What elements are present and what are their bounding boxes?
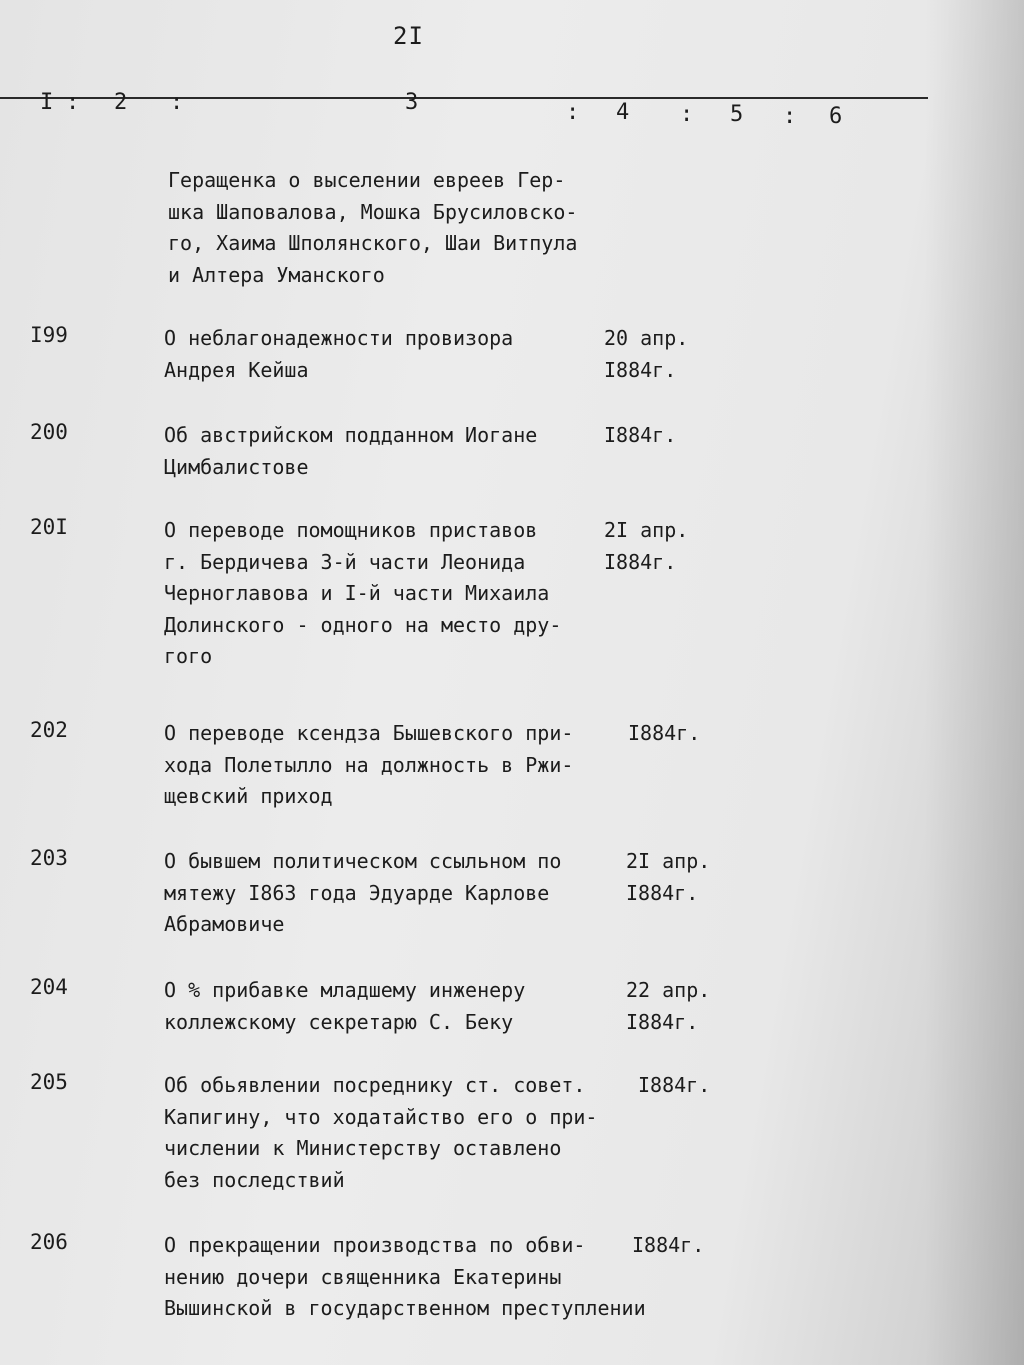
entry-title: О неблагонадежности провизора Андрея Кейша — [164, 326, 514, 382]
column-separator: : — [66, 90, 81, 115]
entry-title: Об обьявлении посреднику ст. совет. Капигину, что ходатайство его о при- числении к Министерству оставлено без последствий — [164, 1073, 598, 1192]
column-header-4: 4 — [616, 100, 631, 125]
entry-number: 203 — [30, 846, 68, 870]
column-header-1: I — [40, 90, 55, 115]
entry-date: 20 апр. I884г. — [604, 326, 689, 382]
column-header-6: 6 — [829, 104, 844, 129]
entry-number: 200 — [30, 420, 68, 444]
column-header-2: 2 — [114, 90, 129, 115]
entry-date: 2I апр. I884г. — [626, 849, 711, 905]
column-header-5: 5 — [730, 102, 745, 127]
entry-number: 205 — [30, 1070, 68, 1094]
entry-date: I884г. — [638, 1073, 711, 1097]
entry-date: I884г. — [604, 423, 677, 447]
column-header-row — [0, 90, 1024, 130]
entry-title: О прекращении производства по обви- нению дочери священника Екатерины Вышинской в государственном преступлении — [164, 1233, 646, 1320]
entry-date: 22 апр. I884г. — [626, 978, 711, 1034]
entry-number: I99 — [30, 323, 68, 347]
entry-number: 20I — [30, 515, 68, 539]
entry-title: О % прибавке младшему инженеру коллежскому секретарю С. Беку — [164, 978, 526, 1034]
entry-date: I884г. — [628, 721, 701, 745]
column-separator: : — [566, 100, 581, 125]
entry-title: Геращенка о выселении евреев Гер- шка Шаповалова, Мошка Брусиловско- го, Хаима Шполянского, Шаи Витпула и Алтера Уманского — [168, 168, 578, 287]
entry-date: I884г. — [632, 1233, 705, 1257]
entry-title: О бывшем политическом ссыльном по мятежу I863 года Эдуарде Карлове Абрамовиче — [164, 849, 562, 936]
entry-number: 202 — [30, 718, 68, 742]
entry-title: О переводе помощников приставов г. Бердичева 3-й части Леонида Черноглавова и I-й части Михаила Долинского - одного на место дру- гого — [164, 518, 562, 668]
entry-number: 204 — [30, 975, 68, 999]
column-separator: : — [783, 104, 798, 129]
entry-title: О переводе ксендза Бышевского при- хода Полетылло на должность в Ржи- щевский приход — [164, 721, 574, 808]
column-header-3: 3 — [405, 90, 420, 115]
entry-number: 206 — [30, 1230, 68, 1254]
entry-title: Об австрийском подданном Иогане Цимбалистове — [164, 423, 538, 479]
page-number: 2I — [393, 22, 424, 50]
entry-date: 2I апр. I884г. — [604, 518, 689, 574]
column-separator: : — [680, 102, 695, 127]
page-edge-shadow — [924, 0, 1024, 1365]
column-separator: : — [170, 90, 185, 115]
